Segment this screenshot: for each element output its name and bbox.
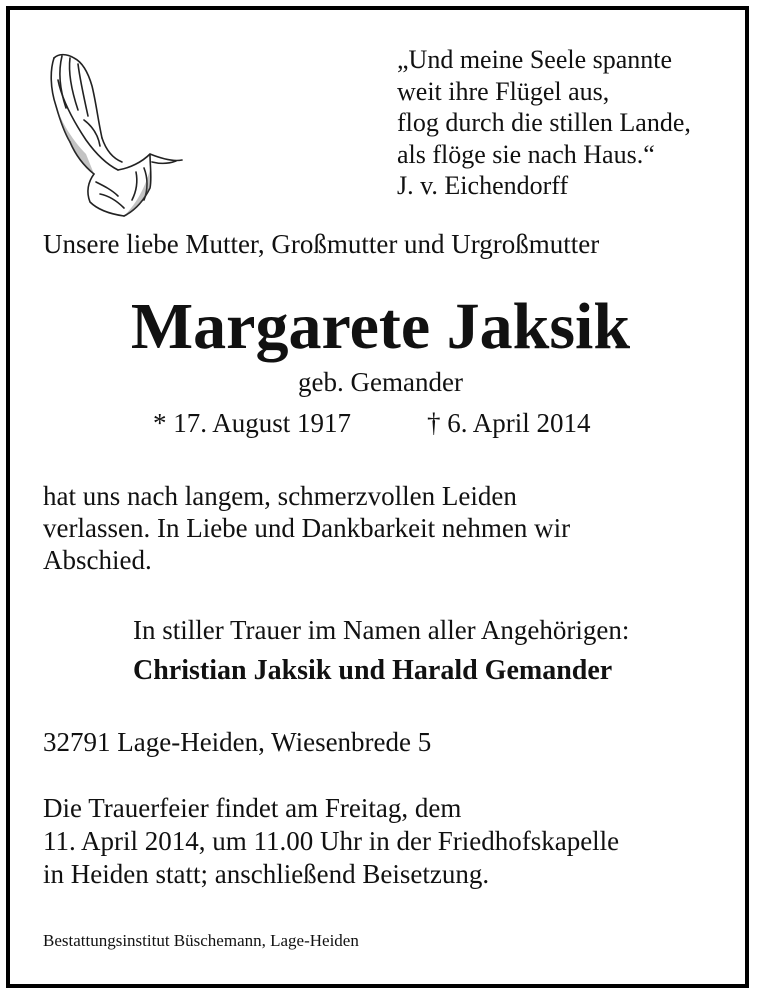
message-line: hat uns nach langem, schmerzvollen Leiden [43, 481, 517, 511]
family-address: 32791 Lage-Heiden, Wiesenbrede 5 [43, 727, 432, 757]
undertaker-credit: Bestattungsinstitut Büschemann, Lage-Heiden [43, 931, 359, 950]
death-date: † 6. April 2014 [427, 408, 591, 438]
praying-hands-icon [40, 50, 185, 218]
intro-line: Unsere liebe Mutter, Großmutter und Urgroßmutter [43, 229, 600, 259]
service-line: in Heiden statt; anschließend Beisetzung. [43, 859, 490, 889]
eichendorff-quote [397, 44, 691, 202]
message-line: verlassen. In Liebe und Dankbarkeit nehmen wir [43, 513, 571, 543]
funeral-service-info [43, 792, 619, 891]
quote-author: J. v. Eichendorff [397, 171, 569, 200]
quote-line: weit ihre Flügel aus, [397, 76, 610, 106]
message-text [43, 480, 570, 576]
message-line: Abschied. [43, 545, 152, 575]
mourners-intro: In stiller Trauer im Namen aller Angehörigen: [133, 615, 630, 645]
birth-date: * 17. August 1917 [153, 408, 352, 438]
service-line: Die Trauerfeier findet am Freitag, dem [43, 793, 462, 823]
service-line: 11. April 2014, um 11.00 Uhr in der Friedhofskapelle [43, 826, 620, 856]
quote-line: flog durch die stillen Lande, [397, 108, 691, 137]
mourners-names: Christian Jaksik und Harald Gemander [133, 655, 613, 686]
quote-line: als flöge sie nach Haus.“ [397, 139, 655, 169]
quote-line: „Und meine Seele spannte [397, 45, 673, 74]
maiden-name: geb. Gemander [298, 367, 463, 397]
deceased-name: Margarete Jaksik [130, 290, 631, 363]
